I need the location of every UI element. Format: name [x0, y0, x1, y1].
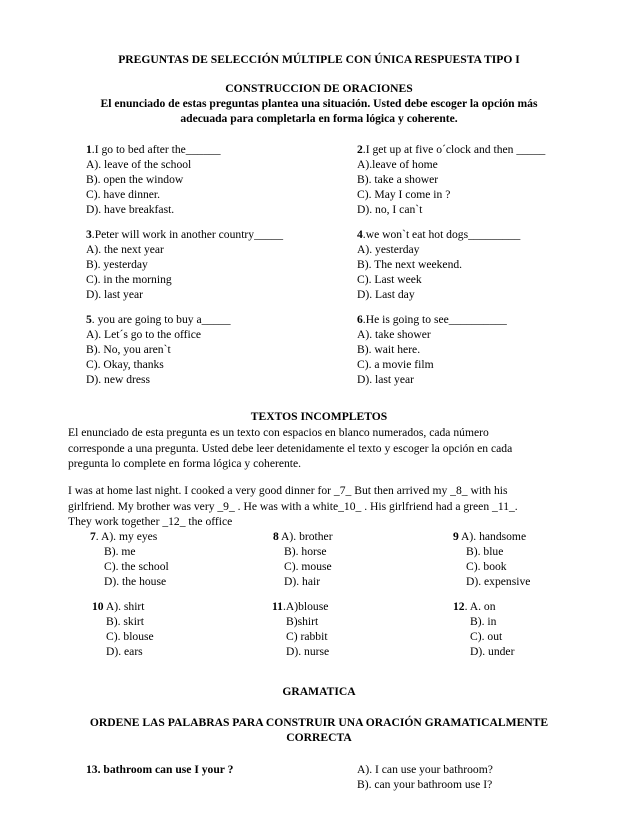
- question-4-stem: [357, 228, 520, 242]
- question-1-option-c: C). have dinner.: [86, 188, 161, 201]
- question-number: 11: [272, 600, 283, 613]
- question-3-stem: [86, 228, 283, 242]
- question-5-option-b: B). No, you aren`t: [86, 343, 171, 356]
- cloze-line: They work together _12_ the office: [68, 515, 233, 528]
- question-7-option-b: B). me: [104, 545, 136, 558]
- question-12-option-b: B). in: [470, 615, 497, 628]
- question-10-option-b: B). skirt: [106, 615, 145, 628]
- question-13-option-a: A). I can use your bathroom?: [357, 763, 493, 776]
- question-2-option-a: A).leave of home: [357, 158, 438, 171]
- question-9-stem: [453, 530, 526, 544]
- question-6-option-c: C). a movie film: [357, 358, 434, 371]
- question-8-option-c: C). mouse: [284, 560, 332, 573]
- question-5-option-d: D). new dress: [86, 373, 151, 386]
- question-number: 5: [86, 313, 92, 326]
- question-text: . you are going to buy a_____: [91, 313, 231, 326]
- cloze-text: [68, 483, 573, 530]
- question-9-option-d: D). expensive: [466, 575, 531, 588]
- question-10-stem: [92, 600, 145, 614]
- question-option-a: A). shirt: [103, 600, 145, 613]
- question-number: 1: [86, 143, 92, 156]
- question-text: .I get up at five o´clock and then _____: [362, 143, 546, 156]
- question-5-stem: [86, 313, 231, 327]
- question-number: 2: [357, 143, 363, 156]
- cloze-line: girlfriend. My brother was very _9_ . He was with a white_10_ . His girlfriend had a green _11_.: [68, 499, 518, 513]
- question-8-option-d: D). hair: [284, 575, 321, 588]
- question-option-a: . A). my eyes: [95, 530, 158, 543]
- question-9-option-b: B). blue: [466, 545, 504, 558]
- question-1-stem: [86, 143, 221, 157]
- question-option-a: .A)blouse: [282, 600, 329, 613]
- instruction-line: El enunciado de esta pregunta es un texto con espacios en blanco numerados, cada número: [68, 426, 489, 439]
- question-number: 12: [453, 600, 465, 613]
- question-text: .He is going to see__________: [362, 313, 507, 326]
- section-title-gramatica: GRAMATICA: [282, 685, 356, 698]
- section-2-instructions: [68, 425, 573, 472]
- question-8-stem: [273, 530, 333, 544]
- question-3-option-b: B). yesterday: [86, 258, 148, 271]
- question-2-option-b: B). take a shower: [357, 173, 439, 186]
- question-10-option-d: D). ears: [106, 645, 143, 658]
- instruction-line: pregunta lo complete en forma lógica y coherente.: [68, 457, 302, 470]
- question-13-stem: 13. bathroom can use I your ?: [86, 763, 234, 776]
- question-12-stem: [453, 600, 496, 614]
- question-7-stem: [90, 530, 157, 544]
- question-number: 4: [357, 228, 363, 241]
- question-5-option-a: A). Let´s go to the office: [86, 328, 202, 341]
- question-1-option-a: A). leave of the school: [86, 158, 192, 171]
- section-title-construccion: CONSTRUCCION DE ORACIONES: [225, 82, 413, 95]
- question-number: 10: [92, 600, 104, 613]
- question-4-option-a: A). yesterday: [357, 243, 420, 256]
- question-3-option-d: D). last year: [86, 288, 143, 301]
- question-text: .I go to bed after the______: [91, 143, 221, 156]
- question-number: 3: [86, 228, 92, 241]
- question-10-option-c: C). blouse: [106, 630, 154, 643]
- question-13-option-b: B). can your bathroom use I?: [357, 778, 493, 791]
- section-3-instruction-line-2: CORRECTA: [286, 731, 352, 744]
- section-3-instruction-line-1: ORDENE LAS PALABRAS PARA CONSTRUIR UNA ORACIÓN GRAMATICALMENTE: [89, 716, 549, 729]
- question-3-option-c: C). in the morning: [86, 273, 172, 286]
- question-5-option-c: C). Okay, thanks: [86, 358, 164, 371]
- question-11-option-d: D). nurse: [286, 645, 330, 658]
- question-12-option-d: D). under: [470, 645, 515, 658]
- question-11-stem: [272, 600, 328, 614]
- cloze-line: I was at home last night. I cooked a very good dinner for _7_ But then arrived my _8_ with his: [68, 484, 508, 497]
- question-text: .Peter will work in another country_____: [91, 228, 284, 241]
- question-9-option-c: C). book: [466, 560, 507, 573]
- question-6-option-d: D). last year: [357, 373, 414, 386]
- question-7-option-d: D). the house: [104, 575, 167, 588]
- question-6-option-b: B). wait here.: [357, 343, 421, 356]
- document-title: PREGUNTAS DE SELECCIÓN MÚLTIPLE CON ÚNICA RESPUESTA TIPO I: [118, 53, 520, 66]
- question-number: 8: [273, 530, 279, 543]
- section-instruction-line-1: El enunciado de estas preguntas plantea una situación. Usted debe escoger la opción más: [100, 97, 538, 110]
- question-3-option-a: A). the next year: [86, 243, 164, 256]
- question-2-stem: [357, 143, 545, 157]
- question-4-option-b: B). The next weekend.: [357, 258, 463, 271]
- question-7-option-c: C). the school: [104, 560, 169, 573]
- question-6-stem: [357, 313, 507, 327]
- question-option-a: A). handsome: [458, 530, 527, 543]
- question-option-a: . A. on: [464, 600, 496, 613]
- question-number: 6: [357, 313, 363, 326]
- question-12-option-c: C). out: [470, 630, 503, 643]
- section-title-textos: TEXTOS INCOMPLETOS: [250, 410, 388, 423]
- question-4-option-d: D). Last day: [357, 288, 415, 301]
- question-2-option-d: D). no, I can`t: [357, 203, 423, 216]
- section-instruction-line-2: adecuada para completarla en forma lógica y coherente.: [180, 112, 458, 125]
- question-text: .we won`t eat hot dogs_________: [362, 228, 521, 241]
- question-8-option-b: B). horse: [284, 545, 327, 558]
- question-1-option-d: D). have breakfast.: [86, 203, 175, 216]
- question-number: 9: [453, 530, 459, 543]
- question-1-option-b: B). open the window: [86, 173, 184, 186]
- instruction-line: corresponde a una pregunta. Usted debe leer detenidamente el texto y escoger la opción en cada: [68, 441, 513, 455]
- question-number: 7: [90, 530, 96, 543]
- question-11-option-c: C) rabbit: [286, 630, 328, 643]
- question-4-option-c: C). Last week: [357, 273, 422, 286]
- question-2-option-c: C). May I come in ?: [357, 188, 451, 201]
- question-11-option-b: B)shirt: [286, 615, 319, 628]
- question-option-a: A). brother: [278, 530, 333, 543]
- question-6-option-a: A). take shower: [357, 328, 431, 341]
